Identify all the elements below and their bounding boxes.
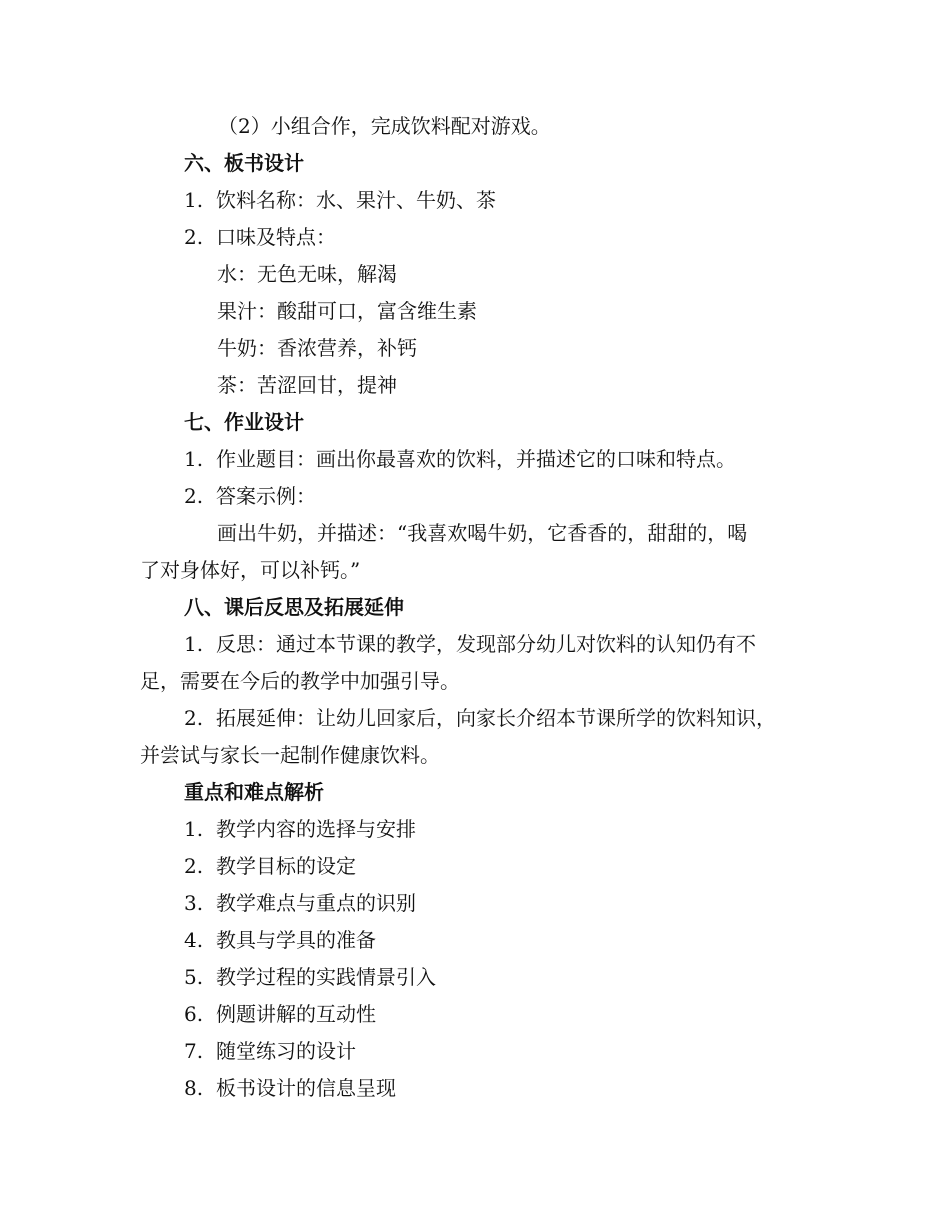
- s6-item-2-text: 口味及特点：: [216, 225, 336, 249]
- analysis-item: [184, 1074, 396, 1102]
- s6-tea-line: 茶：苦涩回甘，提神: [217, 373, 397, 397]
- analysis-item-number: 4.: [184, 928, 204, 952]
- s7-item-2: [184, 482, 316, 510]
- s6-item-2-number: 2.: [184, 225, 204, 249]
- analysis-item: [184, 926, 376, 954]
- s7-item-2-number: 2.: [184, 484, 204, 508]
- s7-example-line-2: 了对身体好，可以补钙。”: [140, 558, 361, 582]
- analysis-item: [184, 889, 416, 917]
- analysis-item-text: 教学目标的设定: [216, 854, 356, 878]
- s8-item-1-line-1: [184, 630, 756, 658]
- section-6-heading: 六、板书设计: [184, 151, 304, 175]
- s7-item-1: [184, 445, 736, 473]
- s6-milk-line: 牛奶：香浓营养，补钙: [217, 336, 417, 360]
- s8-item-1-line-2: 足，需要在今后的教学中加强引导。: [140, 669, 460, 693]
- analysis-item-number: 8.: [184, 1076, 204, 1100]
- s7-item-1-text: 作业题目：画出你最喜欢的饮料，并描述它的口味和特点。: [216, 447, 736, 471]
- analysis-item-text: 教学过程的实践情景引入: [216, 965, 436, 989]
- s8-item-1-text: 反思：通过本节课的教学，发现部分幼儿对饮料的认知仍有不: [216, 632, 756, 656]
- analysis-item-text: 例题讲解的互动性: [216, 1002, 376, 1026]
- s6-item-2: [184, 223, 336, 251]
- s6-water-line: 水：无色无味，解渴: [217, 262, 397, 286]
- s7-example-line-1: 画出牛奶，并描述：“我喜欢喝牛奶，它香香的，甜甜的，喝: [217, 521, 748, 545]
- analysis-item: [184, 852, 356, 880]
- s7-item-1-number: 1.: [184, 447, 204, 471]
- s6-item-1-number: 1.: [184, 188, 204, 212]
- analysis-item-number: 5.: [184, 965, 204, 989]
- section-8-heading: 八、课后反思及拓展延伸: [184, 595, 404, 619]
- s8-item-2-number: 2.: [184, 706, 204, 730]
- analysis-item: [184, 1000, 376, 1028]
- analysis-item-number: 6.: [184, 1002, 204, 1026]
- s7-item-2-text: 答案示例：: [216, 484, 316, 508]
- analysis-item: [184, 815, 416, 843]
- sub-item-2: （2）小组合作，完成饮料配对游戏。: [218, 114, 551, 138]
- analysis-item-text: 随堂练习的设计: [216, 1039, 356, 1063]
- analysis-item-number: 1.: [184, 817, 204, 841]
- s8-item-1-number: 1.: [184, 632, 204, 656]
- s6-item-1-text: 饮料名称：水、果汁、牛奶、茶: [216, 188, 496, 212]
- analysis-item-number: 2.: [184, 854, 204, 878]
- analysis-item: [184, 963, 436, 991]
- analysis-item: [184, 1037, 356, 1065]
- s8-item-2-text: 拓展延伸：让幼儿回家后，向家长介绍本节课所学的饮料知识，: [216, 706, 776, 730]
- analysis-item-text: 教具与学具的准备: [216, 928, 376, 952]
- analysis-item-number: 7.: [184, 1039, 204, 1063]
- s8-item-2-line-1: [184, 704, 776, 732]
- analysis-heading: 重点和难点解析: [184, 780, 324, 804]
- s6-juice-line: 果汁：酸甜可口，富含维生素: [217, 299, 477, 323]
- analysis-item-text: 教学内容的选择与安排: [216, 817, 416, 841]
- s6-item-1: [184, 186, 496, 214]
- s8-item-2-line-2: 并尝试与家长一起制作健康饮料。: [140, 743, 440, 767]
- analysis-item-number: 3.: [184, 891, 204, 915]
- analysis-item-text: 板书设计的信息呈现: [216, 1076, 396, 1100]
- section-7-heading: 七、作业设计: [184, 410, 304, 434]
- analysis-item-text: 教学难点与重点的识别: [216, 891, 416, 915]
